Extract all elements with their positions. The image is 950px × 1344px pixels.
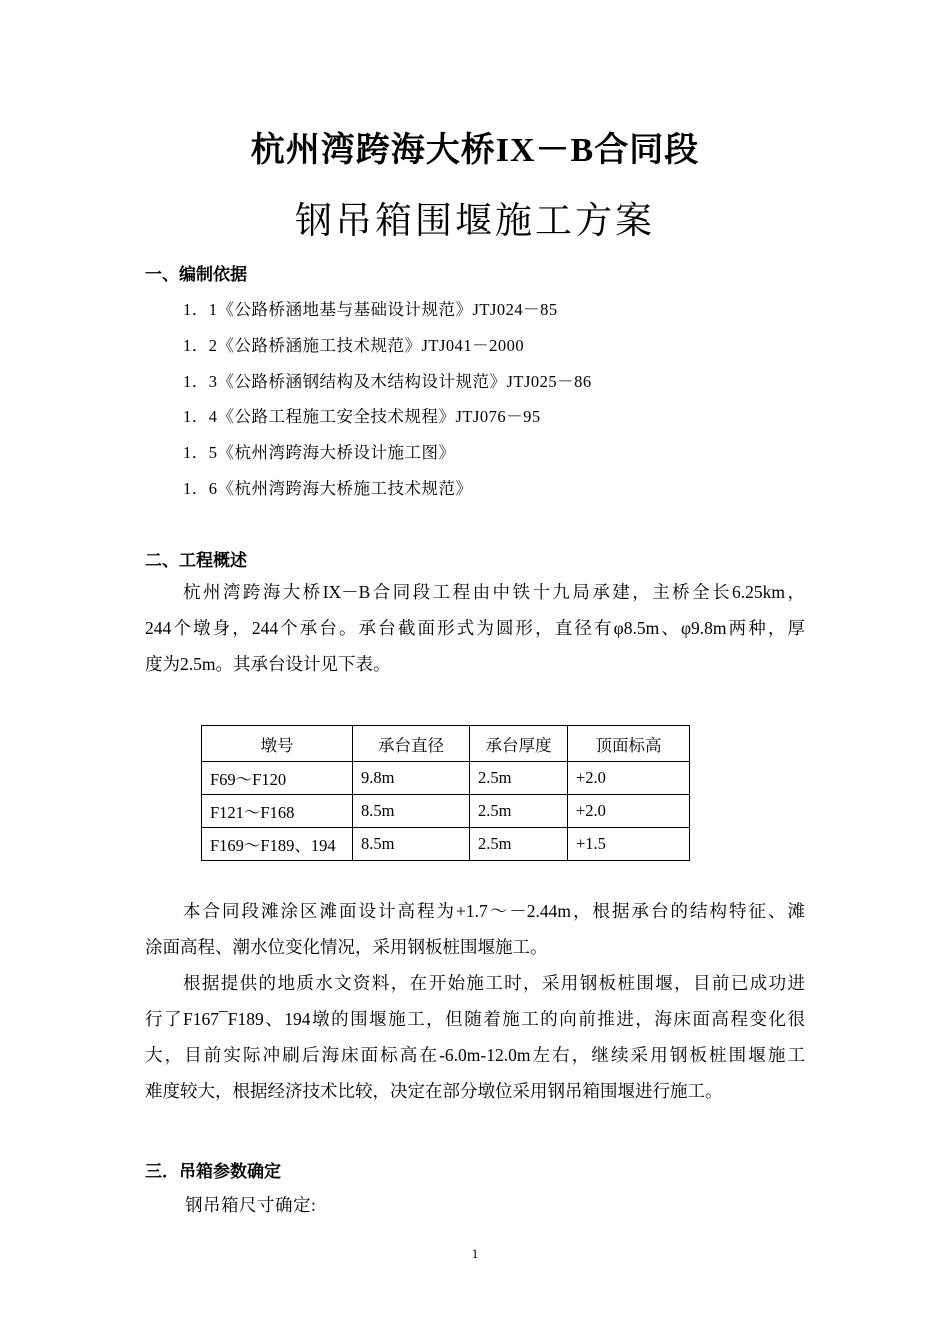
table-cell: 2.5m xyxy=(470,795,568,828)
table-header-row xyxy=(202,726,690,762)
paragraph-geology xyxy=(145,965,805,1109)
text-line: 涂面高程、潮水位变化情况，采用钢板桩围堰施工。 xyxy=(145,937,548,957)
text-line: 本合同段滩涂区滩面设计高程为+1.7～－2.44m，根据承台的结构特征、滩 xyxy=(183,901,805,921)
pile-cap-table xyxy=(201,725,690,861)
table-cell: +2.0 xyxy=(568,762,690,795)
section-heading-parameters: 三．吊箱参数确定 xyxy=(145,1162,281,1181)
text-line: 难度较大，根据经济技术比较，决定在部分墩位采用钢吊箱围堰进行施工。 xyxy=(145,1081,723,1101)
table-cell: F169～F189、194 xyxy=(202,828,353,861)
table-cell: 8.5m xyxy=(353,828,470,861)
table-row xyxy=(202,762,690,795)
list-item: 1．1《公路桥涵地基与基础设计规范》JTJ024－85 xyxy=(183,300,558,319)
text-line: 根据提供的地质水文资料，在开始施工时，采用钢板桩围堰，目前已成功进 xyxy=(183,973,805,993)
table-cell: F121～F168 xyxy=(202,795,353,828)
text-line: 大，目前实际冲刷后海床面标高在-6.0m-12.0m左右，继续采用钢板桩围堰施工 xyxy=(145,1045,805,1065)
table-row xyxy=(202,795,690,828)
paragraph-elevation xyxy=(145,893,805,965)
text-line: 行了F167¯F189、194墩的围堰施工，但随着施工的向前推进，海床面高程变化很 xyxy=(145,1009,805,1029)
document-subtitle: 钢吊箱围堰施工方案 xyxy=(295,201,655,242)
list-item: 1．2《公路桥涵施工技术规范》JTJ041－2000 xyxy=(183,336,525,355)
list-item: 1．6《杭州湾跨海大桥施工技术规范》 xyxy=(183,479,473,498)
section-text: 钢吊箱尺寸确定: xyxy=(185,1195,317,1215)
paragraph-overview xyxy=(145,574,805,682)
table-header: 墩号 xyxy=(202,726,353,762)
list-item: 1．4《公路工程施工安全技术规程》JTJ076－95 xyxy=(183,407,541,426)
list-item: 1．5《杭州湾跨海大桥设计施工图》 xyxy=(183,443,456,462)
list-item: 1．3《公路桥涵钢结构及木结构设计规范》JTJ025－86 xyxy=(183,372,592,391)
text-line: 244个墩身，244个承台。承台截面形式为圆形，直径有φ8.5m、φ9.8m两种，厚 xyxy=(145,618,805,638)
section-heading-basis: 一、编制依据 xyxy=(145,265,247,284)
table-cell: +2.0 xyxy=(568,795,690,828)
table-cell: 9.8m xyxy=(353,762,470,795)
table-cell: 2.5m xyxy=(470,828,568,861)
text-line: 杭州湾跨海大桥IX－B合同段工程由中铁十九局承建，主桥全长6.25km， xyxy=(183,582,805,602)
table-cell: 8.5m xyxy=(353,795,470,828)
document-title: 杭州湾跨海大桥IX－B合同段 xyxy=(250,132,700,169)
table-row xyxy=(202,828,690,861)
table-header: 承台厚度 xyxy=(470,726,568,762)
section-heading-overview: 二、工程概述 xyxy=(145,551,247,570)
table-cell: +1.5 xyxy=(568,828,690,861)
text-line: 度为2.5m。其承台设计见下表。 xyxy=(145,654,391,674)
table-header: 承台直径 xyxy=(353,726,470,762)
page-number: 1 xyxy=(471,1246,479,1261)
table-cell: F69～F120 xyxy=(202,762,353,795)
table-cell: 2.5m xyxy=(470,762,568,795)
table-header: 顶面标高 xyxy=(568,726,690,762)
